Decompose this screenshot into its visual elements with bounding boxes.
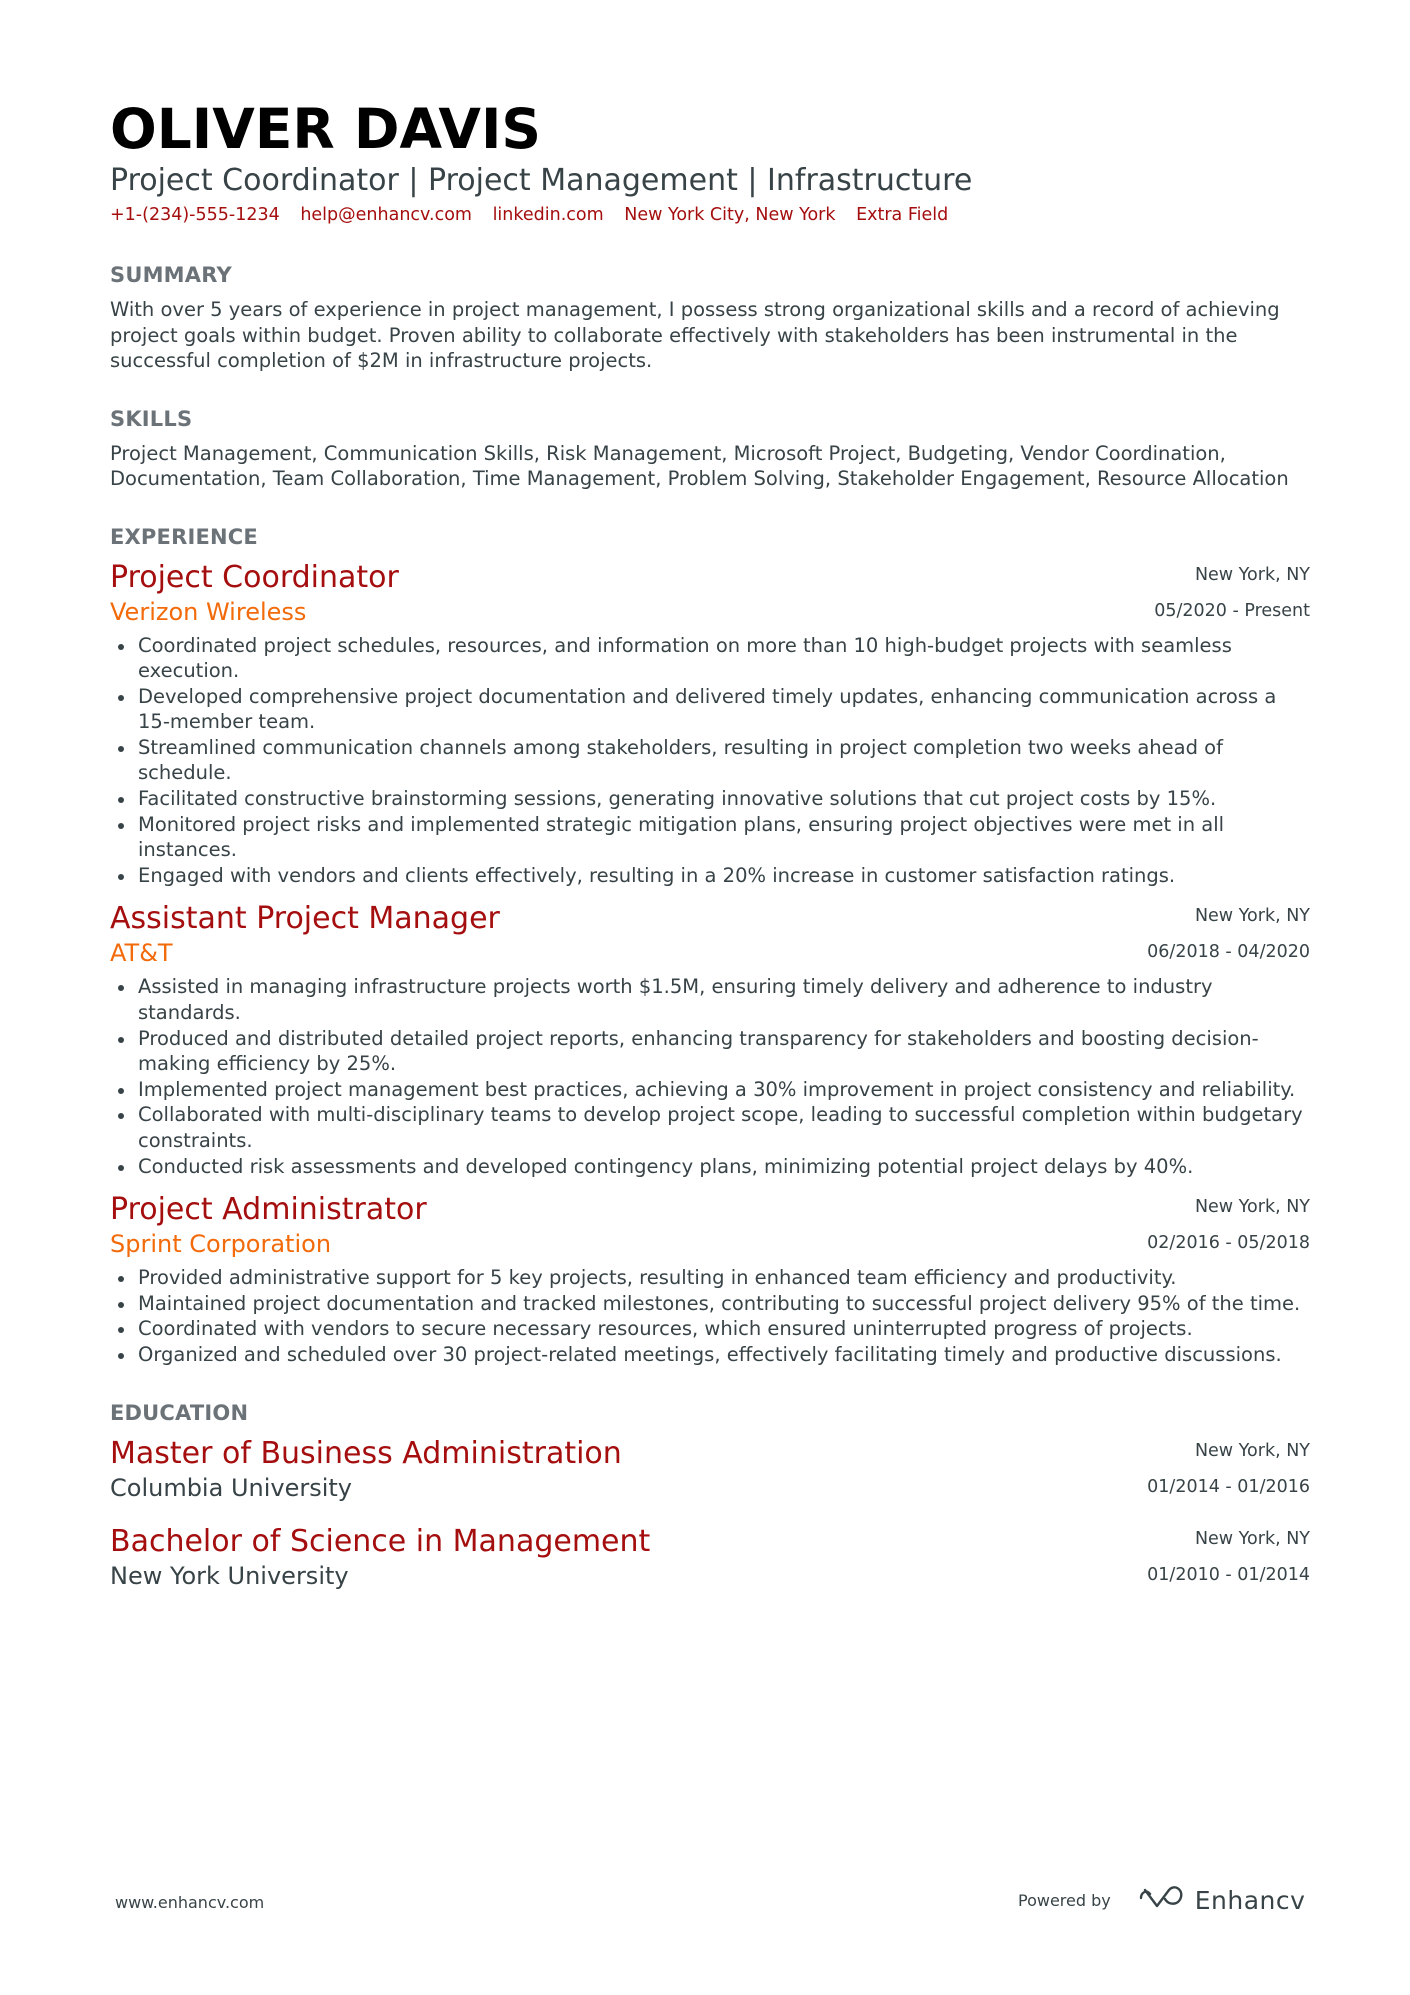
- skills-text: Project Management, Communication Skills, Risk Management, Microsoft Project, Budgeting, Vendor Coordination, Documentation, Team Collaboration, Time Management, Problem Solving, Stakeholder Engagement, Resource Allocation: [110, 441, 1289, 490]
- contact-location: New York City, New York: [624, 205, 836, 225]
- experience-entry: [110, 1191, 1310, 1367]
- education-section: [110, 1399, 1310, 1591]
- contact-line: [110, 202, 1310, 228]
- education-entry: [110, 1523, 1310, 1591]
- experience-bullets: [110, 1265, 1310, 1367]
- experience-dates: 02/2016 - 05/2018: [1147, 1233, 1310, 1254]
- education-school: Columbia University: [110, 1473, 353, 1502]
- powered-by-label: Powered by: [1018, 1890, 1111, 1910]
- bullet-item: Streamlined communication channels among stakeholders, resulting in project completion two weeks ahead of schedule.: [110, 735, 1310, 786]
- summary-section: [110, 261, 1310, 374]
- education-degree: Master of Business Administration: [110, 1435, 622, 1471]
- bullet-item: Collaborated with multi-disciplinary teams to develop project scope, leading to successful completion within budgetary constraints.: [110, 1102, 1310, 1153]
- experience-location: New York, NY: [1194, 1197, 1310, 1218]
- experience-bullets: [110, 633, 1310, 889]
- bullet-item: Implemented project management best practices, achieving a 30% improvement in project consistency and reliability.: [110, 1077, 1310, 1103]
- section-title-summary: SUMMARY: [110, 263, 232, 287]
- resume-page: [110, 96, 1310, 1591]
- experience-role: Project Administrator: [110, 1192, 427, 1228]
- summary-text: With over 5 years of experience in project management, I possess strong organizational skills and a record of achieving project goals within budget. Proven ability to collaborate effectively with stakeholders has been instrumental in the successful completion of $2M in infrastructure projects.: [110, 298, 1280, 372]
- education-dates: 01/2010 - 01/2014: [1147, 1564, 1310, 1585]
- enhancv-brand-name: Enhancv: [1194, 1885, 1306, 1915]
- education-school: New York University: [110, 1561, 349, 1590]
- contact-email[interactable]: help@enhancv.com: [300, 205, 472, 225]
- bullet-item: Conducted risk assessments and developed contingency plans, minimizing potential project delays by 40%.: [110, 1154, 1310, 1180]
- contact-linkedin[interactable]: linkedin.com: [492, 205, 604, 225]
- experience-bullets: [110, 974, 1310, 1179]
- contact-phone[interactable]: +1-(234)-555-1234: [110, 205, 280, 225]
- bullet-item: Maintained project documentation and tracked milestones, contributing to successful project delivery 95% of the time.: [110, 1291, 1310, 1317]
- candidate-headline: Project Coordinator | Project Management | Infrastructure: [110, 163, 973, 198]
- bullet-item: Assisted in managing infrastructure projects worth $1.5M, ensuring timely delivery and adherence to industry standards.: [110, 974, 1310, 1025]
- bullet-item: Developed comprehensive project documentation and delivered timely updates, enhancing communication across a 15-member team.: [110, 684, 1310, 735]
- education-dates: 01/2014 - 01/2016: [1147, 1476, 1310, 1497]
- experience-role: Assistant Project Manager: [110, 901, 500, 937]
- education-entry: [110, 1435, 1310, 1503]
- bullet-item: Produced and distributed detailed project reports, enhancing transparency for stakeholders and boosting decision-making efficiency by 25%.: [110, 1026, 1310, 1077]
- bullet-item: Engaged with vendors and clients effectively, resulting in a 20% increase in customer satisfaction ratings.: [110, 863, 1310, 889]
- education-location: New York, NY: [1194, 1440, 1310, 1461]
- footer-website[interactable]: www.enhancv.com: [115, 1893, 265, 1912]
- bullet-item: Coordinated project schedules, resources, and information on more than 10 high-budget projects with seamless execution.: [110, 633, 1310, 684]
- section-title-education: EDUCATION: [110, 1400, 249, 1425]
- experience-company: Verizon Wireless: [110, 597, 307, 626]
- bullet-item: Coordinated with vendors to secure necessary resources, which ensured uninterrupted progress of projects.: [110, 1316, 1310, 1342]
- bullet-item: Monitored project risks and implemented strategic mitigation plans, ensuring project objectives were met in all instances.: [110, 812, 1310, 863]
- skills-section: [110, 405, 1310, 492]
- section-title-experience: EXPERIENCE: [110, 524, 258, 549]
- experience-company: Sprint Corporation: [110, 1230, 332, 1259]
- education-location: New York, NY: [1194, 1528, 1310, 1549]
- resume-header: [110, 96, 1310, 228]
- experience-company: AT&T: [110, 939, 173, 968]
- enhancv-logo-icon: [1137, 1885, 1185, 1915]
- section-title-skills: SKILLS: [110, 406, 193, 431]
- experience-location: New York, NY: [1194, 906, 1310, 927]
- experience-entry: [110, 559, 1310, 889]
- experience-section: [110, 523, 1310, 1368]
- bullet-item: Facilitated constructive brainstorming sessions, generating innovative solutions that cut project costs by 15%.: [110, 786, 1310, 812]
- footer-branding[interactable]: [1018, 1880, 1305, 1920]
- experience-location: New York, NY: [1194, 564, 1310, 585]
- experience-entry: [110, 900, 1310, 1179]
- experience-dates: 05/2020 - Present: [1154, 600, 1310, 621]
- experience-role: Project Coordinator: [110, 559, 399, 595]
- candidate-name: OLIVER DAVIS: [110, 97, 542, 161]
- contact-extra: Extra Field: [856, 205, 949, 225]
- education-degree: Bachelor of Science in Management: [110, 1523, 651, 1559]
- bullet-item: Provided administrative support for 5 key projects, resulting in enhanced team efficiency and productivity.: [110, 1265, 1310, 1291]
- bullet-item: Organized and scheduled over 30 project-related meetings, effectively facilitating timely and productive discussions.: [110, 1342, 1310, 1368]
- experience-dates: 06/2018 - 04/2020: [1147, 942, 1310, 963]
